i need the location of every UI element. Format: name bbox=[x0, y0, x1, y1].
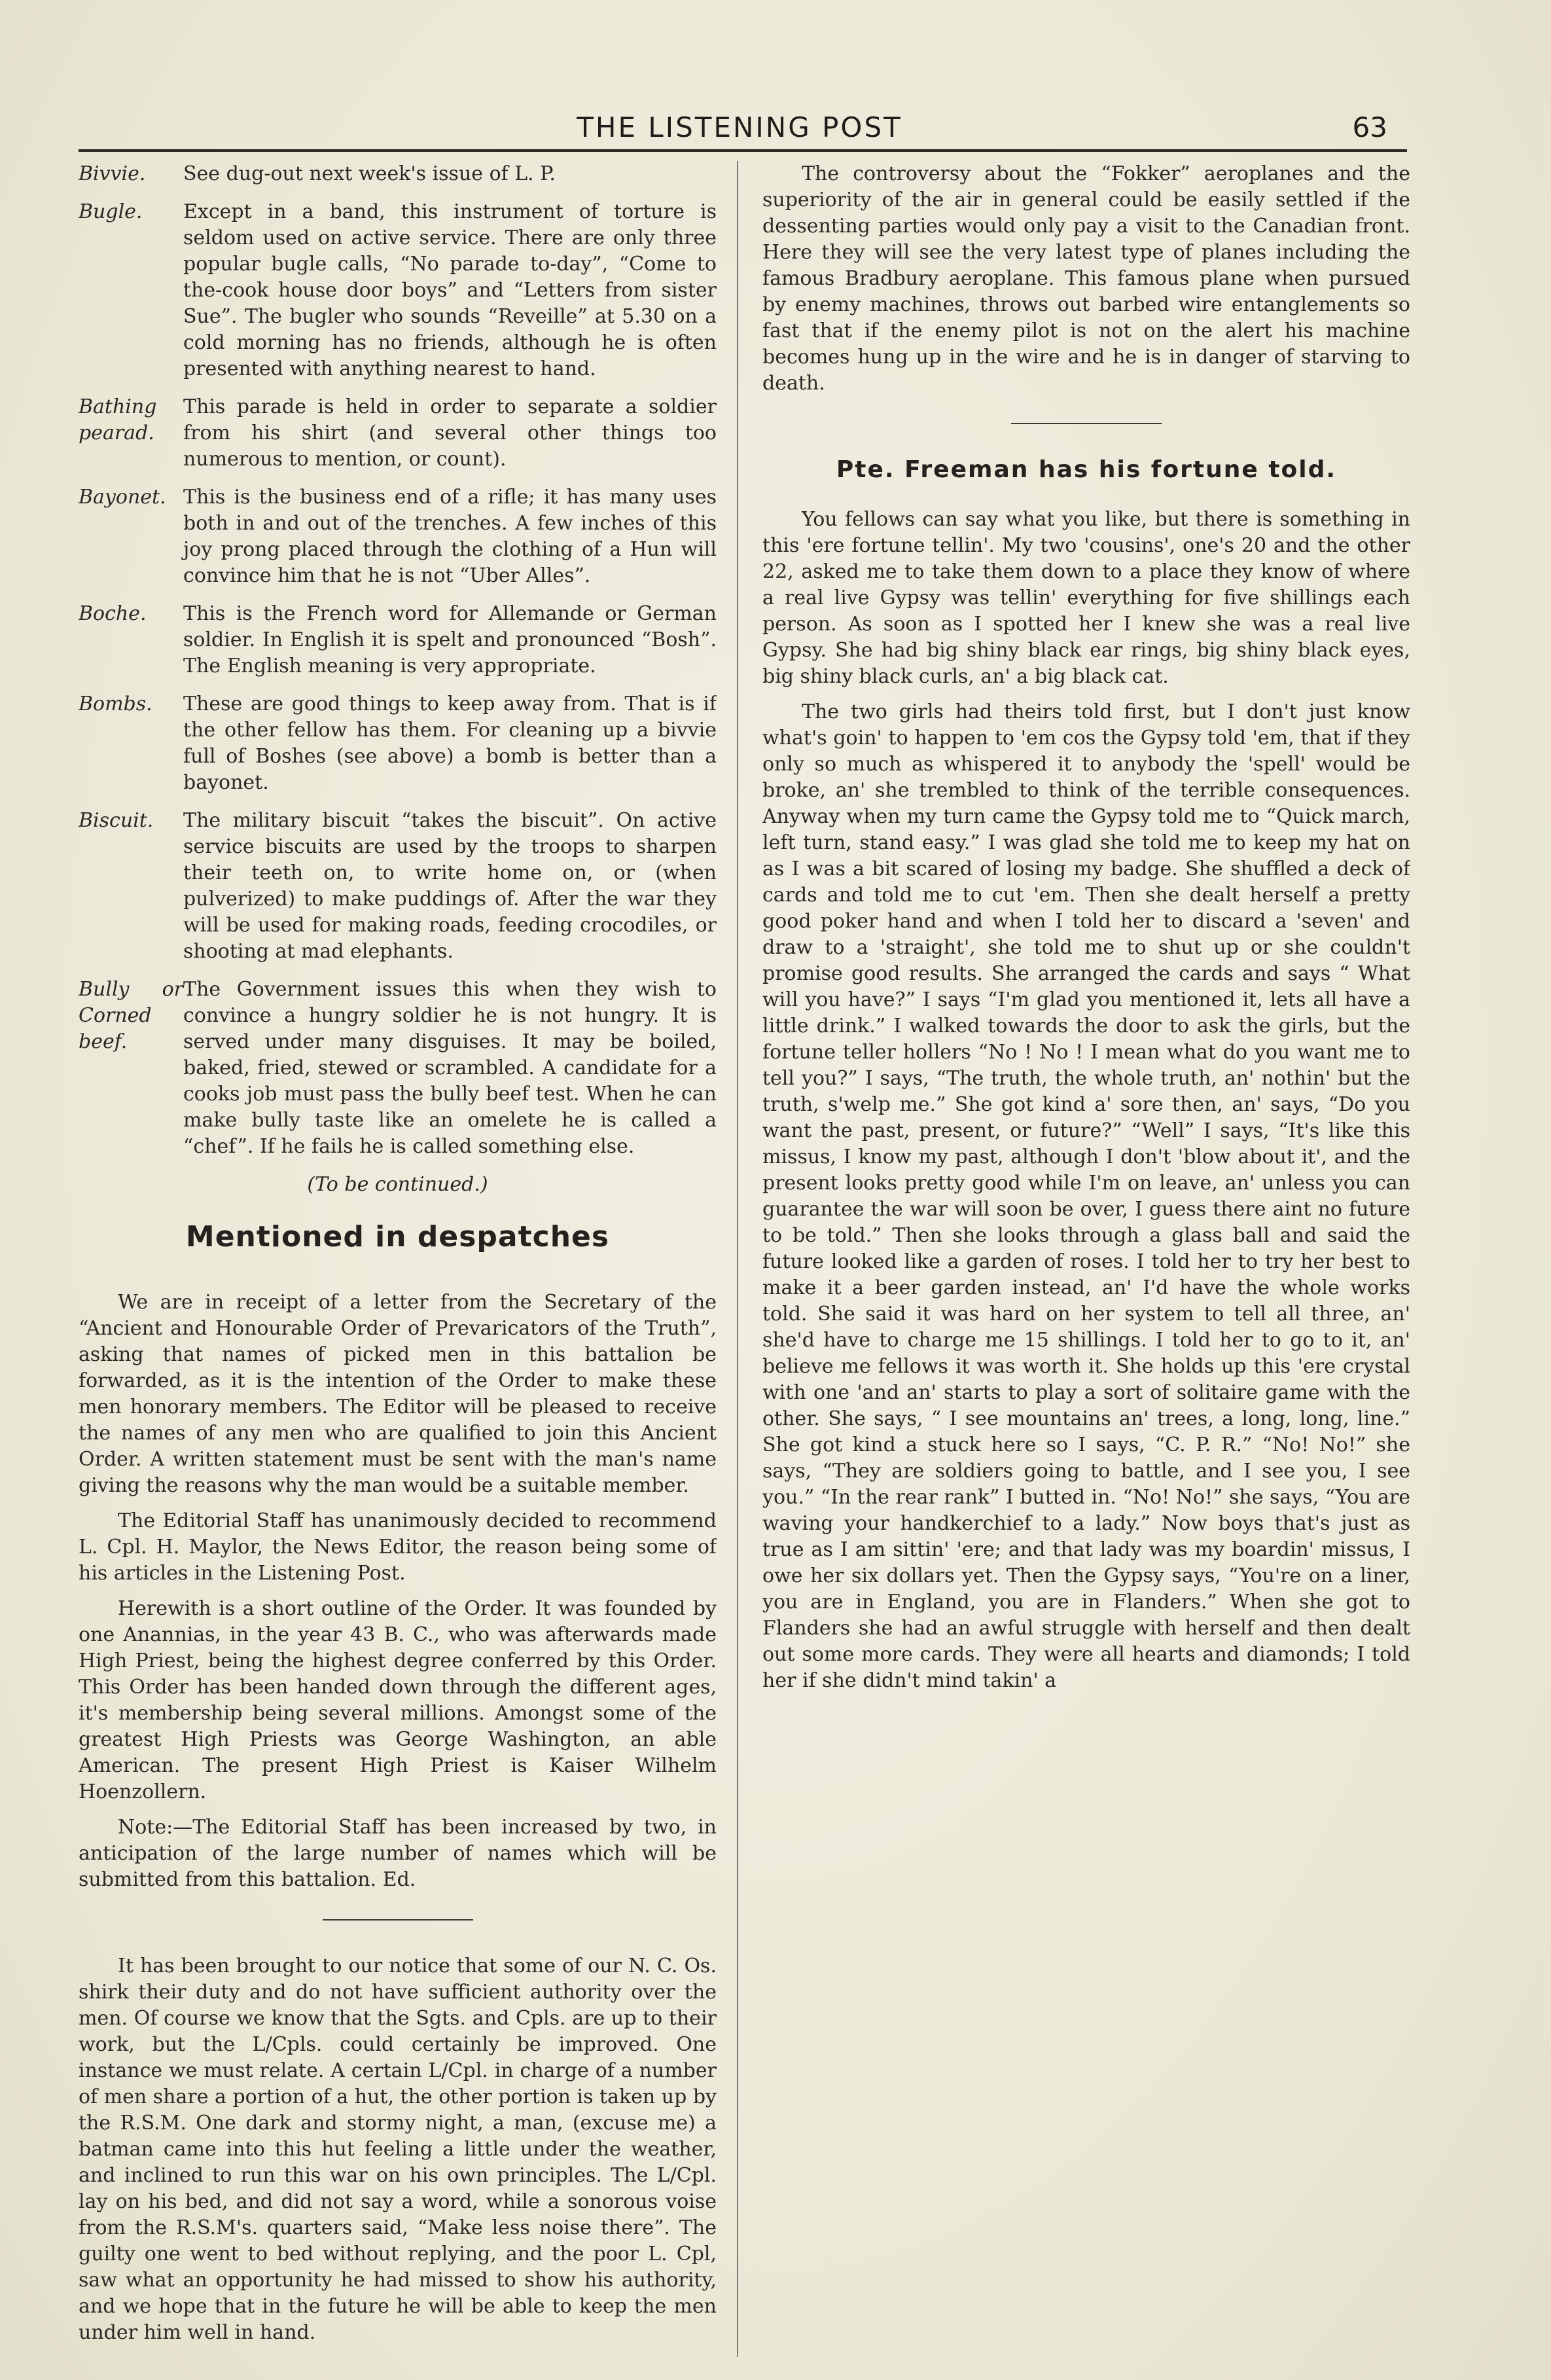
left-column bbox=[79, 161, 717, 2360]
glossary-definition: This is the business end of a rifle; it has many uses both in and out of the trenches. A few inches of this joy prong placed through the clothing of a Hun will convince him that he is not “Uber Alles”. bbox=[183, 486, 717, 587]
column-divider bbox=[737, 161, 738, 2357]
glossary-definition: The Government issues this when they wish to convince a hungry soldier he is not hungry. It is served under many disguises. It may be boiled, baked, fried, stewed or scrambled. A candidate for a cooks job must pass the bully beef test. When he can make bully taste like an omelete he is called a “chef”. If he fails he is called something else. bbox=[183, 978, 717, 1158]
page-number: 63 bbox=[1352, 111, 1387, 143]
continued-note: (To be continued.) bbox=[307, 1173, 488, 1196]
publication-title: THE LISTENING POST bbox=[577, 111, 902, 143]
glossary-term: Bivvie. bbox=[79, 162, 146, 185]
article-paragraph: The Editorial Staff has unanimously decided to recommend L. Cpl. H. Maylor, the News Editor, the reason being some of his articles in the Listening Post. bbox=[79, 1509, 717, 1585]
glossary-definition: Except in a band, this instrument of torture is seldom used on active service. There are only three popular bugle calls, “No parade to-day”, “Come to the-cook house door boys” and “Letters from sister Sue”. The bugler who sounds “Reveille” at 5.30 on a cold morning has no friends, although he is often presented with anything nearest to hand. bbox=[183, 200, 717, 380]
editor-note: Note:—The Editorial Staff has been increased by two, in anticipation of the large number of names which will be submitted from this battalion. Ed. bbox=[79, 1816, 717, 1891]
header-rule bbox=[79, 149, 1407, 152]
glossary-term: Bathing pearad. bbox=[79, 395, 157, 444]
article-paragraph: We are in receipt of a letter from the Secretary of the “Ancient and Honourable Order of Prevaricators of the Truth”, asking that names of picked men in this battalion be forwarded, as it is the intention of the Order to make these men honorary members. The Editor will be pleased to receive the names of any men who are qualified to join this Ancient Order. A written statement must be sent with the man's name giving the reasons why the man would be a suitable member. bbox=[79, 1291, 717, 1497]
article-paragraph: You fellows can say what you like, but there is something in this 'ere fortune tellin'. My two 'cousins', one's 20 and the other 22, asked me to take them down to a place they know of where a real live Gypsy was tellin' everything for five shillings each person. As soon as I spotted her I knew she was a real live Gypsy. She had big shiny black ear rings, big shiny black eyes, big shiny black curls, an' a big black cat. bbox=[762, 508, 1410, 688]
glossary-entry bbox=[79, 199, 717, 382]
fortune-heading: Pte. Freeman has his fortune told. bbox=[836, 456, 1337, 483]
section-divider bbox=[323, 1919, 473, 1920]
right-column bbox=[762, 161, 1410, 2360]
nco-article: It has been brought to our notice that some of our N. C. Os. shirk their duty and do not have sufficient authority over the men. Of course we know that the Sgts. and Cpls. are up to their work, but the L/Cpls. could certainly be improved. One instance we must relate. A certain L/Cpl. in charge of a number of men share a portion of a hut, the other portion is taken up by the R.S.M. One dark and stormy night, a man, (excuse me) a batman came into this hut feeling a little under the weather, and inclined to run this war on his own principles. The L/Cpl. lay on his bed, and did not say a word, while a sonorous voise from the R.S.M's. quarters said, “Make less noise there”. The guilty one went to bed without replying, and the poor L. Cpl, saw what an opportunity he had missed to show his authority, and we hope that in the future he will be able to keep the men under him well in hand. bbox=[79, 1955, 717, 2344]
glossary-entry bbox=[79, 977, 717, 1160]
glossary-term: Biscuit. bbox=[79, 809, 154, 832]
glossary-definition: These are good things to keep away from. That is if the other fellow has them. For cleaning up a bivvie full of Boshes (see above) a bomb is better than a bayonet. bbox=[183, 693, 717, 794]
glossary-entry bbox=[79, 691, 717, 796]
section-divider bbox=[1011, 423, 1162, 424]
mentioned-heading: Mentioned in despatches bbox=[185, 1220, 610, 1253]
glossary-entry bbox=[79, 394, 717, 473]
glossary-entry bbox=[79, 808, 717, 965]
glossary-term: Bugle. bbox=[79, 200, 143, 223]
glossary-entry bbox=[79, 484, 717, 589]
glossary-term: Bayonet. bbox=[79, 486, 166, 509]
glossary-term: Boche. bbox=[79, 602, 147, 625]
fokker-article: The controversy about the “Fokker” aeroplanes and the superiority of the air in general could be easily settled if the dessenting parties would only pay a visit to the Canadian front. Here they will see the very latest type of planes including the famous Bradbury aeroplane. This famous plane when pursued by enemy machines, throws out barbed wire entanglements so fast that if the enemy pilot is not on the alert his machine becomes hung up in the wire and he is in danger of starving to death. bbox=[762, 162, 1410, 395]
glossary-term: Bully or Corned beef. bbox=[79, 978, 183, 1053]
glossary-definition: This parade is held in order to separate a soldier from his shirt (and several other things too numerous to mention, or count). bbox=[183, 395, 717, 471]
article-paragraph: Herewith is a short outline of the Order. It was founded by one Anannias, in the year 43 B. C., who was afterwards made High Priest, being the highest degree conferred by this Order. This Order has been handed down through the different ages, it's membership being several millions. Amongst some of the greatest High Priests was George Washington, an able American. The present High Priest is Kaiser Wilhelm Hoenzollern. bbox=[79, 1597, 717, 1803]
glossary-entry bbox=[79, 601, 717, 679]
article-paragraph: The two girls had theirs told first, but I don't just know what's goin' to happen to 'em cos the Gypsy told 'em, that if they only so much as whispered it to anybody the 'spell' would be broke, an' she trembled to think of the terrible consequences. Anyway when my turn came the Gypsy told me to “Quick march, left turn, stand easy.” I was glad she told me to keep my hat on as I was a bit scared of losing my badge. She shuffled a deck of cards and told me to cut 'em. Then she dealt herself a pretty good poker hand and when I told her to discard a 'seven' and draw to a 'straight', she told me to shut up or she couldn't promise good results. She arranged the cards and says “ What will you have?” I says “I'm glad you mentioned it, lets all have a little drink.” I walked towards the door to ask the girls, but the fortune teller hollers “No ! No ! I mean what do you want me to tell you?” I says, “The truth, the whole truth, an' nothin' but the truth, s'welp me.” She got kind a' sore then, an' says, “Do you want the past, present, or future?” “Well” I says, “It's like this missus, I know my past, although I don't 'blow about it', and the present looks pretty good while I'm on leave, an' unless you can guarantee the war will soon be over, I guess there aint no future to be told.” Then she looks through a glass ball and said the future looked like a garden of roses. I told her to try her best to make it a beer garden instead, an' I'd have the whole works told. She said it was hard on her system to tell all three, an' she'd have to charge me 15 shillings. I told her to go to it, an' believe me fellows it was worth it. She holds up this 'ere crystal with one 'and an' starts to play a sort of solitaire game with the other. She says, “ I see mountains an' trees, a long, long, line.” She got kind a stuck here so I says, “C. P. R.” “No! No!” she says, “They are soldiers going to battle, and I see you, I see you.” “In the rear rank” I butted in. “No! No!” she says, “You are waving your handkerchief to a lady.” Now boys that's just as true as I am sittin' 'ere; and that lady was my boardin' missus, I owe her six dollars yet. Then the Gypsy says, “You're on a liner, you are in England, you are in Flanders.” When she got to Flanders she had an awful struggle with herself and then dealt out some more cards. They were all hearts and diamonds; I told her if she didn't mind takin' a bbox=[762, 700, 1410, 1692]
glossary-definition: This is the French word for Allemande or German soldier. In English it is spelt and pronounced “Bosh”. The English meaning is very appropriate. bbox=[183, 602, 717, 677]
glossary-term: Bombs. bbox=[79, 693, 152, 715]
glossary-entry bbox=[79, 161, 717, 187]
glossary-definition: The military biscuit “takes the biscuit”. On active service biscuits are used by the troops to sharpen their teeth on, to write home on, or (when pulverized) to make puddings of. After the war they will be used for making roads, feeding crocodiles, or shooting at mad elephants. bbox=[183, 809, 717, 963]
glossary-definition: See dug-out next week's issue of L. P. bbox=[183, 162, 556, 185]
